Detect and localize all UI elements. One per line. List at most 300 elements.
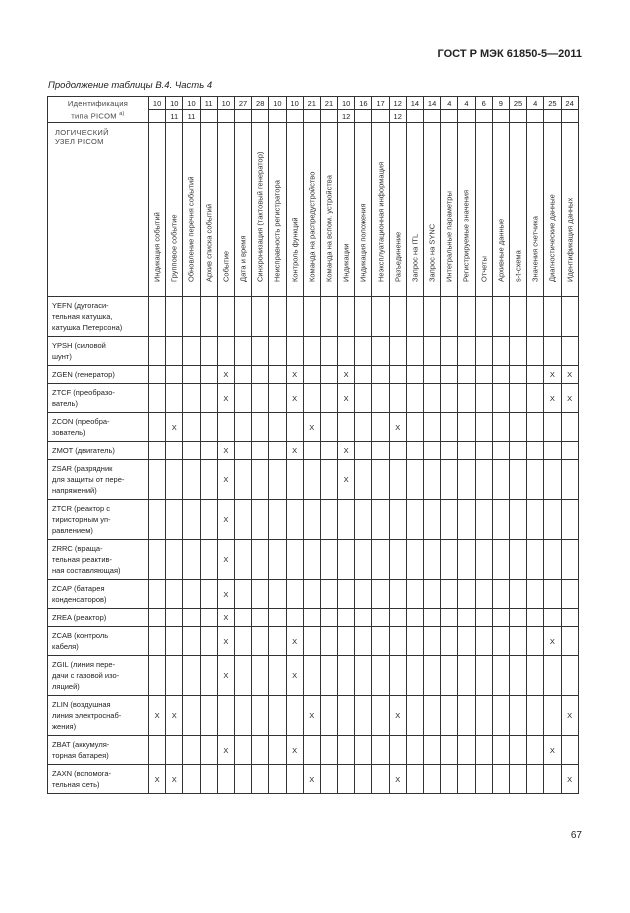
mark-cell [269, 297, 286, 337]
mark-cell [509, 696, 526, 736]
mark-cell [149, 366, 166, 384]
mark-cell [389, 442, 406, 460]
mark-cell [269, 337, 286, 366]
mark-cell [509, 540, 526, 580]
mark-cell [183, 337, 200, 366]
column-label: Интегральные параметры [444, 191, 454, 282]
mark-cell [355, 442, 372, 460]
mark-cell [544, 297, 561, 337]
column-subcode-9 [286, 110, 303, 123]
mark-cell [217, 765, 234, 794]
column-subcode-13 [355, 110, 372, 123]
column-header-24 [544, 123, 561, 297]
mark-cell [527, 696, 544, 736]
mark-cell [509, 609, 526, 627]
mark-cell [372, 413, 389, 442]
table-row [48, 384, 579, 413]
mark-cell [561, 413, 578, 442]
mark-cell [389, 337, 406, 366]
mark-cell [544, 442, 561, 460]
mark-cell [183, 460, 200, 500]
mark-cell [303, 736, 320, 765]
mark-cell [509, 736, 526, 765]
mark-cell [475, 696, 492, 736]
id-type-label [48, 97, 149, 123]
logical-node-name-line: ная составляющая) [52, 566, 121, 575]
column-label: Событие [221, 250, 231, 282]
mark-cell [527, 627, 544, 656]
logical-node-name-line: тельная реактив- [52, 555, 112, 564]
mark-cell [406, 442, 423, 460]
column-label: s-t-схема [513, 250, 523, 282]
column-header-1 [149, 123, 166, 297]
column-header-5 [217, 123, 234, 297]
mark-cell [527, 297, 544, 337]
column-subcode-7 [252, 110, 269, 123]
column-code-10: 21 [303, 97, 320, 110]
mark-cell [269, 384, 286, 413]
mark-cell [320, 297, 337, 337]
mark-cell [149, 500, 166, 540]
column-code-13: 16 [355, 97, 372, 110]
mark-cell [320, 384, 337, 413]
logical-node-name-line: ZCON (преобра- [52, 417, 110, 426]
mark-cell [355, 609, 372, 627]
mark-cell [320, 627, 337, 656]
mark-cell: X [286, 656, 303, 696]
column-header-9 [286, 123, 303, 297]
mark-cell [234, 765, 251, 794]
column-subcode-21 [492, 110, 509, 123]
mark-cell [561, 580, 578, 609]
logical-node-name [48, 540, 149, 580]
mark-cell [320, 580, 337, 609]
mark-cell [183, 366, 200, 384]
mark-cell [355, 366, 372, 384]
column-header-14 [372, 123, 389, 297]
mark-cell [389, 384, 406, 413]
table-row [48, 580, 579, 609]
column-code-9: 10 [286, 97, 303, 110]
mark-cell [166, 460, 183, 500]
mark-cell [372, 580, 389, 609]
mark-cell [303, 656, 320, 696]
mark-cell [338, 656, 355, 696]
mark-cell [355, 696, 372, 736]
mark-cell [303, 609, 320, 627]
logical-node-label [48, 123, 149, 297]
column-code-23: 4 [527, 97, 544, 110]
logical-node-name-line: ватель) [52, 399, 78, 408]
mark-cell [355, 384, 372, 413]
column-code-14: 17 [372, 97, 389, 110]
column-code-24: 25 [544, 97, 561, 110]
mark-cell [286, 413, 303, 442]
mark-cell [406, 580, 423, 609]
logical-node-name-line: ZLIN (воздушная [52, 700, 111, 709]
mark-cell [149, 736, 166, 765]
mark-cell [509, 366, 526, 384]
mark-cell [406, 297, 423, 337]
mark-cell [303, 627, 320, 656]
mark-cell [149, 297, 166, 337]
mark-cell [527, 442, 544, 460]
column-header-17 [424, 123, 441, 297]
mark-cell [492, 460, 509, 500]
column-label: Команда на вспом. устройства [324, 175, 334, 282]
mark-cell [424, 337, 441, 366]
mark-cell [441, 656, 458, 696]
mark-cell [166, 337, 183, 366]
mark-cell [372, 765, 389, 794]
column-header-15 [389, 123, 406, 297]
mark-cell: X [217, 500, 234, 540]
mark-cell [492, 540, 509, 580]
mark-cell [234, 337, 251, 366]
logical-node-name [48, 337, 149, 366]
logical-node-name [48, 366, 149, 384]
mark-cell [166, 627, 183, 656]
logical-node-name-line: жения) [52, 722, 77, 731]
logical-node-name [48, 442, 149, 460]
mark-cell [406, 656, 423, 696]
mark-cell [338, 337, 355, 366]
table-row [48, 765, 579, 794]
mark-cell [424, 656, 441, 696]
mark-cell [252, 460, 269, 500]
column-header-11 [320, 123, 337, 297]
mark-cell [234, 384, 251, 413]
mark-cell [372, 656, 389, 696]
table-row [48, 736, 579, 765]
logical-node-name [48, 384, 149, 413]
mark-cell: X [217, 540, 234, 580]
mark-cell [424, 580, 441, 609]
mark-cell [372, 297, 389, 337]
mark-cell [234, 696, 251, 736]
picom-table [47, 96, 579, 794]
mark-cell [372, 500, 389, 540]
mark-cell [492, 297, 509, 337]
mark-cell [424, 413, 441, 442]
mark-cell [269, 656, 286, 696]
mark-cell [389, 500, 406, 540]
column-subcode-14 [372, 110, 389, 123]
mark-cell [183, 656, 200, 696]
logical-node-name-line: YEFN (дугогаси- [52, 301, 109, 310]
mark-cell [200, 696, 217, 736]
mark-cell [424, 297, 441, 337]
logical-node-name-line: ляцией) [52, 682, 80, 691]
mark-cell [200, 765, 217, 794]
mark-cell [252, 765, 269, 794]
mark-cell [441, 297, 458, 337]
mark-cell: X [217, 656, 234, 696]
mark-cell [149, 540, 166, 580]
column-code-19: 4 [458, 97, 475, 110]
column-label: Архивные данные [496, 218, 506, 282]
column-code-12: 10 [338, 97, 355, 110]
mark-cell [527, 366, 544, 384]
mark-cell: X [217, 580, 234, 609]
mark-cell [492, 500, 509, 540]
mark-cell: X [166, 696, 183, 736]
mark-cell [286, 297, 303, 337]
column-label: Групповое событие [169, 214, 179, 282]
mark-cell [320, 460, 337, 500]
column-code-5: 10 [217, 97, 234, 110]
mark-cell [424, 366, 441, 384]
mark-cell [475, 366, 492, 384]
logical-node-name [48, 413, 149, 442]
mark-cell [492, 580, 509, 609]
column-subcode-17 [424, 110, 441, 123]
mark-cell: X [389, 696, 406, 736]
table-row [48, 696, 579, 736]
mark-cell: X [561, 765, 578, 794]
mark-cell: X [286, 736, 303, 765]
mark-cell [561, 736, 578, 765]
mark-cell [234, 500, 251, 540]
mark-cell: X [166, 413, 183, 442]
mark-cell [320, 337, 337, 366]
column-code-22: 25 [509, 97, 526, 110]
mark-cell [527, 736, 544, 765]
mark-cell [269, 460, 286, 500]
mark-cell [303, 460, 320, 500]
column-header-12 [338, 123, 355, 297]
mark-cell [372, 627, 389, 656]
mark-cell [475, 384, 492, 413]
logical-node-name-line: ZSAR (разрядник [52, 464, 113, 473]
logical-node-label-line1: ЛОГИЧЕСКИЙ [55, 128, 109, 137]
column-label: Архив списка событий [204, 203, 214, 282]
logical-node-name-line: ZTCF (преобразо- [52, 388, 115, 397]
mark-cell [561, 442, 578, 460]
mark-cell [475, 460, 492, 500]
column-label: Дата и время [238, 235, 248, 282]
mark-cell [166, 366, 183, 384]
table-row [48, 337, 579, 366]
mark-cell [544, 696, 561, 736]
mark-cell [269, 366, 286, 384]
mark-cell [475, 765, 492, 794]
table-row [48, 627, 579, 656]
mark-cell [320, 366, 337, 384]
logical-node-name [48, 297, 149, 337]
column-header-18 [441, 123, 458, 297]
mark-cell [544, 337, 561, 366]
mark-cell [561, 500, 578, 540]
mark-cell [183, 765, 200, 794]
mark-cell [166, 500, 183, 540]
mark-cell [234, 736, 251, 765]
mark-cell [458, 413, 475, 442]
mark-cell [372, 696, 389, 736]
mark-cell [406, 540, 423, 580]
column-label: Неэксплуатационная информация [376, 161, 386, 282]
mark-cell [492, 627, 509, 656]
logical-node-name-line: ZMOT (двигатель) [52, 446, 115, 455]
mark-cell [183, 442, 200, 460]
mark-cell [458, 696, 475, 736]
mark-cell [441, 460, 458, 500]
column-header-21 [492, 123, 509, 297]
mark-cell [217, 337, 234, 366]
mark-cell [406, 413, 423, 442]
mark-cell: X [561, 696, 578, 736]
column-label: Значения счетчика [530, 216, 540, 282]
mark-cell: X [338, 384, 355, 413]
logical-node-name-line: ZCAB (контроль [52, 631, 109, 640]
mark-cell: X [389, 413, 406, 442]
logical-node-name [48, 656, 149, 696]
column-header-16 [406, 123, 423, 297]
mark-cell [527, 609, 544, 627]
mark-cell [149, 656, 166, 696]
mark-cell [441, 765, 458, 794]
mark-cell [269, 696, 286, 736]
mark-cell [286, 460, 303, 500]
logical-node-name-line: ZBAT (аккумуля- [52, 740, 110, 749]
column-label: Индикация событий [152, 212, 162, 282]
column-label: Отчеты [479, 256, 489, 282]
mark-cell [303, 384, 320, 413]
mark-cell [338, 540, 355, 580]
mark-cell [320, 656, 337, 696]
mark-cell [286, 696, 303, 736]
mark-cell [252, 540, 269, 580]
mark-cell: X [544, 366, 561, 384]
mark-cell: X [217, 384, 234, 413]
mark-cell: X [544, 736, 561, 765]
mark-cell [372, 540, 389, 580]
column-subcode-12: 12 [338, 110, 355, 123]
mark-cell [527, 580, 544, 609]
mark-cell [200, 384, 217, 413]
mark-cell [389, 627, 406, 656]
table-row [48, 609, 579, 627]
mark-cell [355, 627, 372, 656]
mark-cell [303, 540, 320, 580]
mark-cell [561, 460, 578, 500]
logical-node-name-line: шунт) [52, 352, 72, 361]
mark-cell [200, 413, 217, 442]
logical-node-name-line: YPSH (силовой [52, 341, 106, 350]
mark-cell [475, 627, 492, 656]
mark-cell [475, 656, 492, 696]
mark-cell [252, 413, 269, 442]
mark-cell [252, 609, 269, 627]
mark-cell [475, 442, 492, 460]
column-header-25 [561, 123, 578, 297]
logical-node-name-line: тельная катушка, [52, 312, 113, 321]
column-header-20 [475, 123, 492, 297]
mark-cell [544, 413, 561, 442]
mark-cell [527, 413, 544, 442]
mark-cell [320, 609, 337, 627]
column-subcode-24 [544, 110, 561, 123]
table-row [48, 297, 579, 337]
mark-cell [544, 460, 561, 500]
column-label: Команда на распредустройство [307, 171, 317, 282]
column-label: Запрос на SYNC [427, 223, 437, 282]
mark-cell [338, 413, 355, 442]
mark-cell [269, 580, 286, 609]
mark-cell [509, 460, 526, 500]
table-caption: Продолжение таблицы В.4. Часть 4 [48, 80, 213, 91]
mark-cell [458, 736, 475, 765]
logical-node-name [48, 696, 149, 736]
mark-cell [406, 696, 423, 736]
mark-cell: X [338, 442, 355, 460]
mark-cell [458, 500, 475, 540]
column-label: Регистрируемые значения [461, 189, 471, 282]
mark-cell [234, 656, 251, 696]
mark-cell [303, 297, 320, 337]
mark-cell [183, 384, 200, 413]
mark-cell [252, 337, 269, 366]
column-header-23 [527, 123, 544, 297]
mark-cell [303, 580, 320, 609]
mark-cell [509, 500, 526, 540]
table-row [48, 413, 579, 442]
mark-cell [320, 413, 337, 442]
mark-cell [338, 627, 355, 656]
mark-cell [149, 442, 166, 460]
mark-cell: X [217, 460, 234, 500]
mark-cell [458, 442, 475, 460]
logical-node-name-line: торная батарея) [52, 751, 109, 760]
column-header-4 [200, 123, 217, 297]
mark-cell [406, 627, 423, 656]
mark-cell [183, 540, 200, 580]
column-code-11: 21 [320, 97, 337, 110]
mark-cell [406, 765, 423, 794]
mark-cell [561, 627, 578, 656]
mark-cell [458, 460, 475, 500]
mark-cell [149, 384, 166, 413]
mark-cell [441, 413, 458, 442]
mark-cell [200, 627, 217, 656]
mark-cell [286, 580, 303, 609]
mark-cell [424, 627, 441, 656]
column-label: Индикации [341, 243, 351, 282]
column-subcode-19 [458, 110, 475, 123]
mark-cell [234, 627, 251, 656]
mark-cell [458, 366, 475, 384]
mark-cell [544, 656, 561, 696]
column-subcode-2: 11 [166, 110, 183, 123]
id-type-label-line1: Идентификация [67, 98, 129, 108]
logical-node-name-line: напряжений) [52, 486, 97, 495]
column-header-22 [509, 123, 526, 297]
mark-cell [286, 337, 303, 366]
logical-node-name-line: ZRRC (враща- [52, 544, 103, 553]
mark-cell [234, 442, 251, 460]
mark-cell [200, 500, 217, 540]
mark-cell [149, 609, 166, 627]
mark-cell [303, 337, 320, 366]
mark-cell [441, 337, 458, 366]
logical-node-name-line: для защиты от пере- [52, 475, 125, 484]
mark-cell [441, 442, 458, 460]
column-label: Диагностические данные [547, 194, 557, 282]
mark-cell [183, 580, 200, 609]
mark-cell [338, 580, 355, 609]
mark-cell [200, 337, 217, 366]
mark-cell [406, 460, 423, 500]
